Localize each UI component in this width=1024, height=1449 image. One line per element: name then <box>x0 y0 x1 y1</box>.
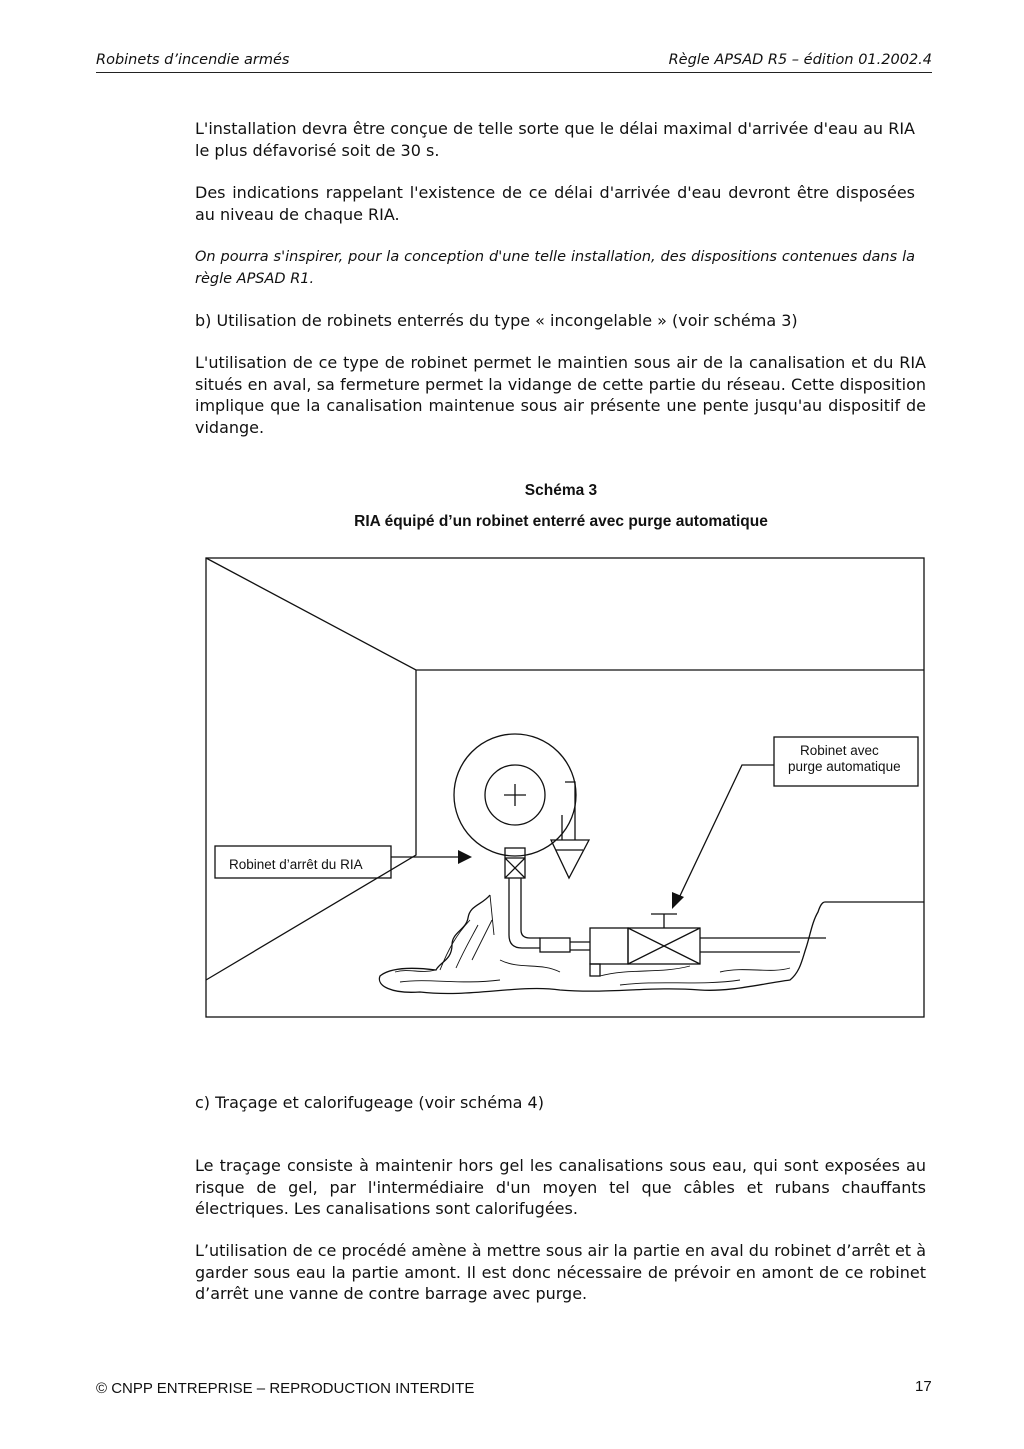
pipe-coupling <box>540 938 570 952</box>
ground-soil-texture <box>395 895 790 985</box>
diagram-frame <box>206 558 924 1017</box>
footer-page-number: 17 <box>915 1378 932 1395</box>
room-ceiling-line <box>206 558 924 670</box>
pipe-vertical-inner <box>521 878 540 938</box>
figure-title: RIA équipé d’un robinet enterré avec purge automatique <box>354 513 768 530</box>
paragraph-delay-indications: Des indications rappelant l'existence de ce délai d'arrivée d'eau devront être disposées au niveau de chaque RIA. <box>195 183 915 224</box>
footer-copyright: © CNPP ENTREPRISE – REPRODUCTION INTERDITE <box>96 1380 475 1397</box>
stop-valve-x <box>505 858 525 878</box>
arrow-head-purge-valve <box>672 892 684 909</box>
arrow-head-stop-valve <box>458 850 472 864</box>
label-stop-valve: Robinet d’arrêt du RIA <box>229 857 363 872</box>
paragraph-apsad-reference: On pourra s'inspirer, pour la conception d'une telle installation, des dispositions contenues dans la règle APSAD R1. <box>195 249 915 287</box>
stop-valve-box <box>505 848 525 878</box>
paragraph-tracing: Le traçage consiste à maintenir hors gel les canalisations sous eau, qui sont exposées au risque de gel, par l'intermédiaire d'un moyen tel que câbles et rubans chauffants électriques. Les canalisations sont calorifugées. <box>195 1156 926 1218</box>
purge-drain <box>590 964 600 976</box>
label-purge-line-2: purge automatique <box>788 759 901 774</box>
paragraph-delay-requirement: L'installation devra être conçue de telle sorte que le délai maximal d'arrivée d'eau au RIA le plus défavorisé soit de 30 s. <box>195 119 915 160</box>
nozzle-triangle <box>551 840 589 878</box>
section-heading-c: c) Traçage et calorifugeage (voir schéma 4) <box>195 1093 544 1112</box>
hose-reel-cross <box>504 784 526 806</box>
room-wall-line <box>206 670 416 980</box>
paragraph-procedure: L’utilisation de ce procédé amène à mettre sous air la partie en aval du robinet d’arrêt et à garder sous eau la partie amont. Il est donc nécessaire de prévoir en amont de ce robinet d’arrêt une vanne de contre barrage avec purge. <box>195 1241 926 1303</box>
arrow-purge-valve-line <box>678 765 774 900</box>
header-document-title: Robinets d’incendie armés <box>96 52 290 68</box>
paragraph-underground-valve: L'utilisation de ce type de robinet permet le maintien sous air de la canalisation et du RIA situés en aval, sa fermeture permet la vidange de cette partie du réseau. Cette disposition implique que la canalisation maintenue sous air présente une pente jusqu'au dispositif de vidange. <box>195 353 926 437</box>
valve-body-left <box>590 928 628 964</box>
label-purge-line-1: Robinet avec <box>800 743 879 758</box>
pipe-connector <box>570 942 590 950</box>
ground-soil-outline <box>379 895 825 994</box>
section-heading-b: b) Utilisation de robinets enterrés du type « incongelable » (voir schéma 3) <box>195 311 798 330</box>
figure-number: Schéma 3 <box>524 482 598 499</box>
header-rule-edition: Règle APSAD R5 – édition 01.2002.4 <box>668 52 932 68</box>
valve-stem <box>651 914 677 928</box>
valve-x-mark <box>628 928 700 964</box>
